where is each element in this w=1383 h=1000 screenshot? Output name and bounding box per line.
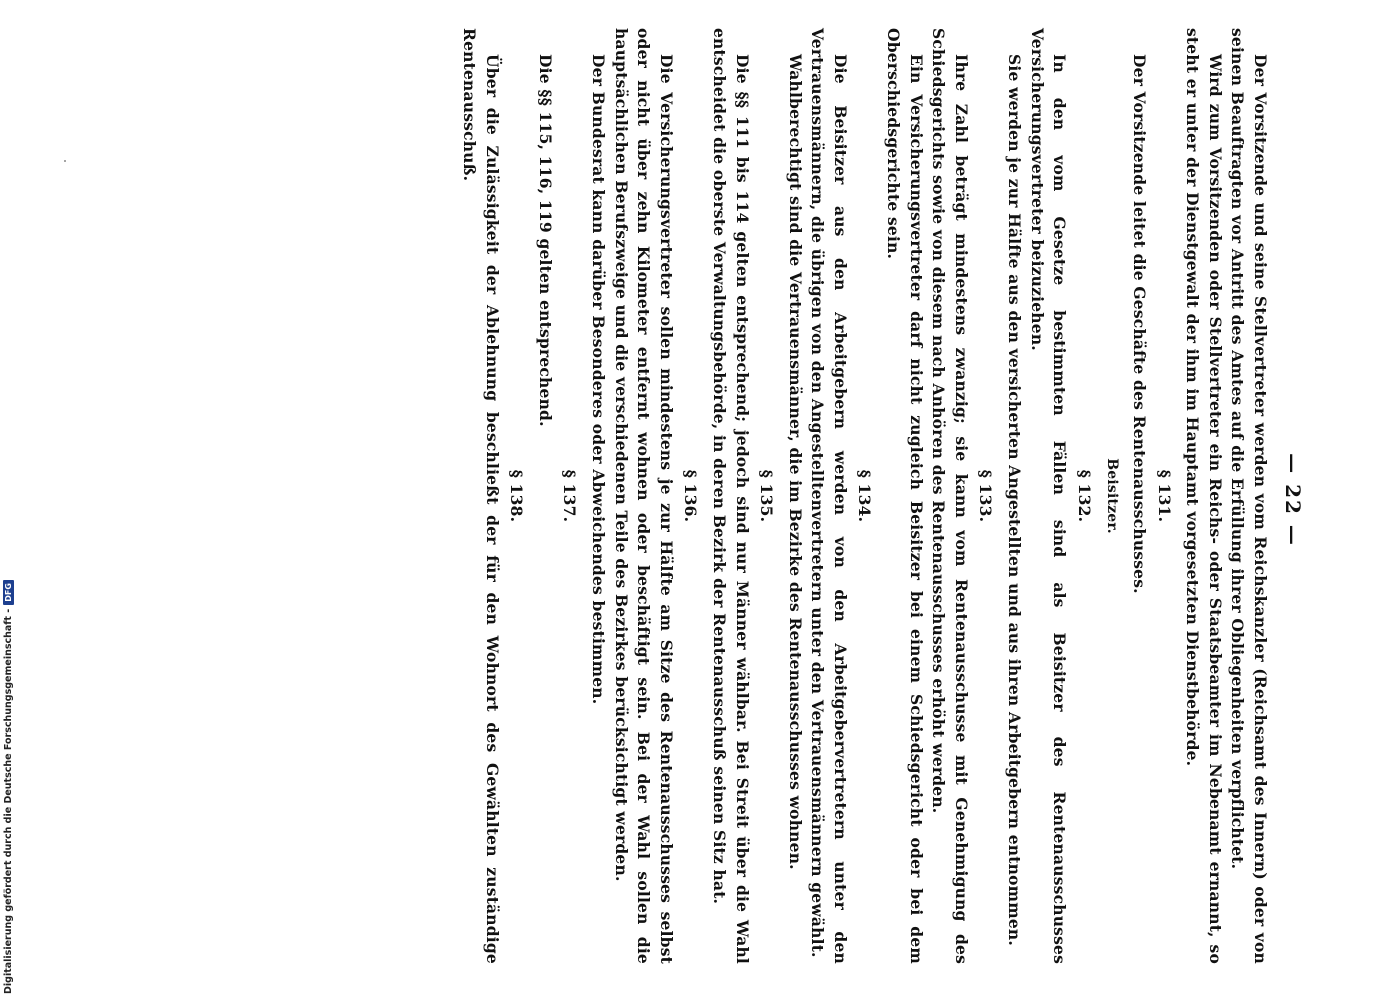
footer-text: Digitalisierung gefördert durch die Deutsche Forschungsgemeinschaft - <box>2 608 14 994</box>
page-number: — 22 — <box>1281 453 1305 547</box>
paragraph: Wahlberechtigt sind die Vertrauensmänner, die im Bezirke des Rentenausschusses wohnen. <box>785 54 805 870</box>
dfg-logo-icon: DFG <box>3 580 14 605</box>
digitization-footer <box>0 0 16 1000</box>
paragraph: Die Beisitzer aus den Arbeitgebern werden von den Arbeitgebervertretern unter den Vertrauensmännern, die übrigen von den Angestelltenvertretern unter den Vertrauensmännern gewählt. <box>808 28 850 964</box>
paragraph: Wird zum Vorsitzenden oder Stellvertreter ein Reichs- oder Staatsbeamter im Nebenamt ernannt, so steht er unter der Dienstgewalt der ihm im Hauptamt vorgesetzten Dienstbehörde. <box>1183 28 1225 964</box>
paragraph: In den vom Gesetze bestimmten Fällen sind als Beisitzer des Rentenausschusses Versicherungsvertreter beizuziehen. <box>1027 28 1070 964</box>
paragraph: Die §§ 111 bis 114 gelten entsprechend; jedoch sind nur Männer wählbar. Bei Streit über die Wahl entscheidet die oberste Verwaltungsbehörde, in deren Bezirk der Rentenausschuß seinen Sitz hat. <box>709 28 752 964</box>
paragraph: Die §§ 115, 116, 119 gelten entsprechend. <box>535 54 555 427</box>
paragraph: Ihre Zahl beträgt mindestens zwanzig; sie kann vom Rentenausschusse mit Genehmigung des Schiedsgerichts sowie von diesem nach Anhören des Rentenausschusses erhöht werden. <box>929 28 971 964</box>
paragraph: Ein Versicherungsvertreter darf nicht zugleich Beisitzer bei einem Schiedsgericht oder bei dem Oberschiedsgerichte sein. <box>884 28 926 964</box>
page-body <box>457 28 1271 964</box>
section-heading: § 133. <box>976 469 996 523</box>
subheading: Beisitzer. <box>1104 458 1121 534</box>
section-heading: § 134. <box>855 469 875 523</box>
paragraph: Über die Zulässigkeit der Ablehnung beschließt der für den Wohnort des Gewählten zuständige Rentenausschuß. <box>460 28 502 964</box>
section-heading: § 138. <box>507 469 527 523</box>
paragraph: Der Bundesrat kann darüber Besonderes oder Abweichendes bestimmen. <box>588 54 608 705</box>
scan-speck <box>64 160 66 162</box>
section-heading: § 135. <box>757 469 777 523</box>
section-heading: § 137. <box>560 469 580 523</box>
paragraph: Sie werden je zur Hälfte aus den versicherten Angestellten und aus ihren Arbeitgebern entnommen. <box>1005 54 1025 946</box>
paragraph: Der Vorsitzende und seine Stellvertreter werden vom Reichskanzler (Reichsamt des Innern) oder von seinen Beauftragten vor Antritt des Amtes auf die Erfüllung ihrer Obliegenheiten verpflichtet. <box>1228 28 1270 964</box>
paragraph: Der Vorsitzende leitet die Geschäfte des Rentenausschusses. <box>1130 54 1150 594</box>
section-heading: § 131. <box>1154 469 1174 523</box>
section-heading: § 136. <box>681 469 701 523</box>
section-heading: § 132. <box>1074 469 1094 523</box>
paragraph: Die Versicherungsvertreter sollen mindestens je zur Hälfte am Sitze des Rentenausschusses selbst oder nicht über zehn Kilometer entfernt wohnen oder beschäftigt sein. Bei der Wahl sollen die hauptsächlichen Berufszweige und die verschiedenen Teile des Bezirkes berücksichtigt werden. <box>611 28 676 964</box>
